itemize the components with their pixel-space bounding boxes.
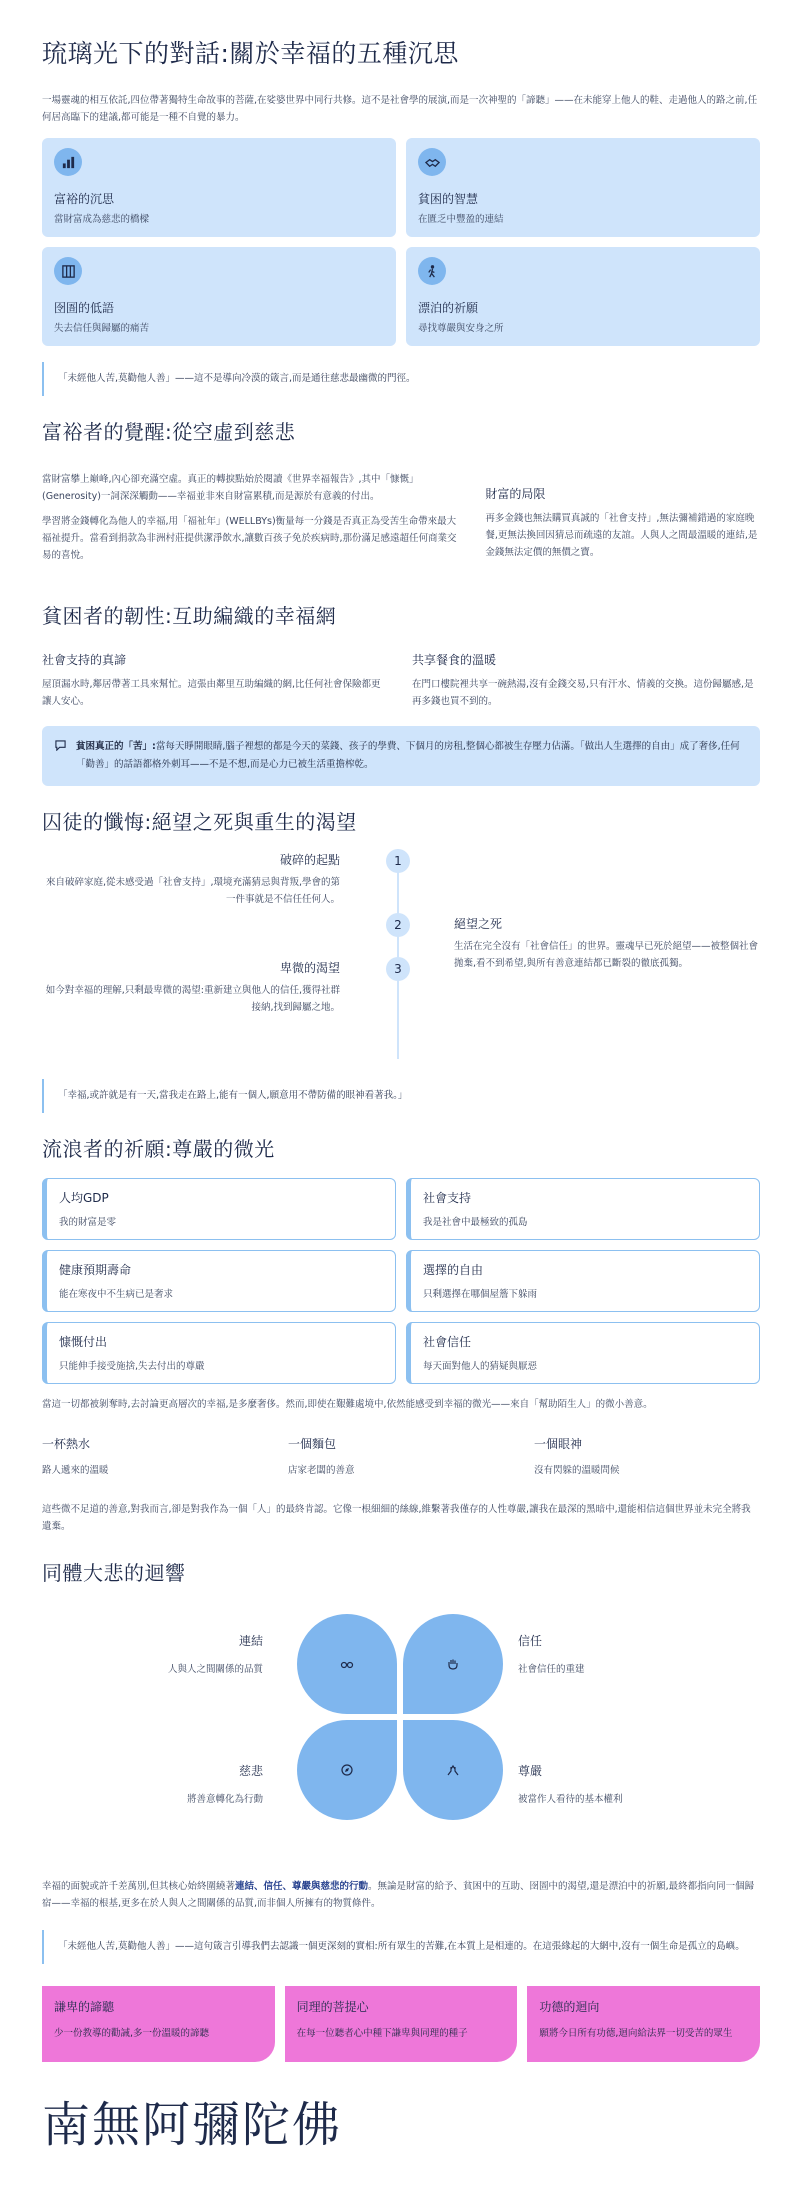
handshake-icon <box>418 148 446 176</box>
timeline-item <box>40 851 340 908</box>
clover-label-title: 連結 <box>238 1634 263 1648</box>
dimension-desc: 我是社會中最極致的孤島 <box>423 1217 528 1228</box>
vow-desc: 在每一位聽者心中種下謙卑與同理的種子 <box>296 2028 468 2039</box>
rich-side-text: 再多金錢也無法購買真誠的「社會支持」,無法彌補錯過的家庭晚餐,更無法換回因猜忌而疏遠的友誼。人與人之間最溫暖的連結,是金錢無法定價的無價之寶。 <box>485 513 758 558</box>
theme-card-wealth <box>42 138 396 237</box>
theme-card-prison <box>42 247 396 346</box>
clover-label <box>518 1762 718 1808</box>
closing-text: 南無阿彌陀佛 <box>42 2097 343 2153</box>
poor-content <box>42 651 760 710</box>
rich-content <box>42 471 760 572</box>
timeline-item-title: 破碎的起點 <box>279 853 340 867</box>
petal-connection <box>297 1614 397 1714</box>
dimension-card <box>42 1322 396 1384</box>
theme-card-wanderer <box>406 247 760 346</box>
dimension-title: 選擇的自由 <box>423 1263 484 1277</box>
vow-card <box>42 1986 275 2062</box>
kindness-item <box>534 1435 760 1479</box>
vow-title: 謙卑的諦聽 <box>54 2000 115 2014</box>
chart-icon <box>54 148 82 176</box>
rich-paragraph: 學習將金錢轉化為他人的幸福,用「福祉年」(WELLBYs)衡量每一分錢是否真正為受苦生命帶來最大福祉提升。當看到捐款為非洲村莊提供潔淨飲水,讓數百孩子免於疾病時,那份滿足感遠超任何商業交易的喜悅。 <box>42 516 457 561</box>
note-text: 當每天睜開眼睛,腦子裡想的都是今天的菜錢、孩子的學費、下個月的房租,整個心都被生存壓力佔滿。「做出人生選擇的自由」成了奢侈,任何「勸善」的話語都格外刺耳——不是不想,而是心力已被生活重擔榨乾。 <box>76 741 740 770</box>
kindness-title: 一個眼神 <box>534 1437 583 1451</box>
timeline-line <box>397 849 399 1059</box>
section-heading-poor: 貧困者的韌性:互助編織的幸福網 <box>42 604 337 628</box>
dimension-card <box>406 1178 760 1240</box>
timeline-item <box>40 959 340 1016</box>
dimension-card <box>406 1250 760 1312</box>
timeline-item-text: 如今對幸福的理解,只剩最卑微的渴望:重新建立與他人的信任,獲得社群接納,找到歸屬之地。 <box>45 985 340 1013</box>
resonance-paragraph <box>42 1878 760 1912</box>
dimension-title: 社會信任 <box>423 1335 472 1349</box>
dimension-card <box>42 1250 396 1312</box>
poor-col-text: 在門口樓院裡共享一碗熱湯,沒有金錢交易,只有汗水、情義的交換。這份歸屬感,是再多錢也買不到的。 <box>412 679 754 707</box>
dimension-title: 健康預期壽命 <box>59 1263 132 1277</box>
dimension-card <box>406 1322 760 1384</box>
theme-card-title: 貧困的智慧 <box>418 192 479 206</box>
dimension-desc: 只能伸手接受施捨,失去付出的尊嚴 <box>59 1361 205 1372</box>
dimension-desc: 能在寒夜中不生病已是奢求 <box>59 1289 174 1300</box>
petal-compassion <box>297 1720 397 1820</box>
compass-icon <box>340 1763 354 1777</box>
four-leaf-diagram <box>42 1614 760 1864</box>
vow-cards <box>42 1986 760 2062</box>
glasses-icon <box>340 1657 354 1671</box>
poor-col-title: 社會支持的真諦 <box>42 653 127 667</box>
note-bold: 貧困真正的「苦」: <box>76 741 156 752</box>
poor-col <box>42 651 390 710</box>
dimension-card <box>42 1178 396 1240</box>
timeline-step-number: 1 <box>386 849 410 873</box>
timeline-item-title: 卑微的渴望 <box>279 961 340 975</box>
clover-label-desc: 被當作人看待的基本權利 <box>518 1794 623 1805</box>
hands-icon <box>446 1763 460 1777</box>
quote-block: 「未經他人苦,莫勸他人善」——這不是導向冷漠的箴言,而是通往慈悲最幽微的門徑。 <box>42 362 760 396</box>
timeline-step-number: 2 <box>386 913 410 937</box>
timeline <box>42 839 760 1067</box>
theme-card-title: 漂泊的祈願 <box>418 301 479 315</box>
clover-label-desc: 社會信任的重建 <box>518 1664 585 1675</box>
kindness-item <box>42 1435 268 1479</box>
vow-title: 功德的迴向 <box>539 2000 600 2014</box>
resonance-text-bold: 連結、信任、尊嚴與慈悲的行動 <box>235 1881 369 1892</box>
theme-card-desc: 在匱乏中豐盈的連結 <box>418 214 504 225</box>
timeline-step-number: 3 <box>386 957 410 981</box>
wanderer-after-text: 當這一切都被剝奪時,去討論更高層次的幸福,是多麼奢侈。然而,即使在艱難處境中,依然能感受到幸福的微光——來自「幫助陌生人」的微小善意。 <box>42 1399 653 1410</box>
poverty-note-box <box>42 726 760 786</box>
dimension-desc: 我的財富是零 <box>59 1217 117 1228</box>
section-heading-rich: 富裕者的覺醒:從空虛到慈悲 <box>42 420 296 444</box>
dimension-title: 人均GDP <box>59 1191 109 1205</box>
kindness-desc: 店家老闆的善意 <box>288 1465 355 1476</box>
vow-card <box>527 1986 760 2062</box>
theme-card-title: 囹圄的低語 <box>54 301 115 315</box>
kindness-title: 一杯熱水 <box>42 1437 91 1451</box>
clover-label-title: 慈悲 <box>238 1764 263 1778</box>
resonance-text-post: 。無論是財富的給予、貧困中的互助、囹圄中的渴望,還是漂泊中的祈願,最終都指向同一個歸宿——幸福的根基,更多在於人與人之間關係的品質,而非個人所擁有的物質條件。 <box>42 1881 755 1909</box>
theme-card-grid <box>42 138 760 346</box>
vow-card <box>285 1986 518 2062</box>
kindness-list <box>42 1435 760 1479</box>
theme-card-title: 富裕的沉思 <box>54 192 115 206</box>
timeline-item-text: 來自破碎家庭,從未感受過「社會支持」,環境充滿猜忌與背叛,學會的第一件事就是不信任任何人。 <box>45 877 340 905</box>
kindness-title: 一個麵包 <box>288 1437 337 1451</box>
vow-desc: 少一份教導的勸誡,多一份溫暖的諦聽 <box>54 2028 210 2039</box>
clover-label-desc: 人與人之間關係的品質 <box>167 1664 263 1675</box>
quote-block: 「未經他人苦,莫勸他人善」——這句箴言引導我們去認識一個更深刻的實相:所有眾生的苦難,在本質上是相連的。在這張緣起的大網中,沒有一個生命是孤立的島嶼。 <box>42 1930 760 1964</box>
dimension-title: 社會支持 <box>423 1191 472 1205</box>
kindness-desc: 路人遞來的溫暖 <box>42 1465 109 1476</box>
clover-label-title: 尊嚴 <box>518 1764 543 1778</box>
vow-desc: 願將今日所有功德,迴向給法界一切受苦的眾生 <box>539 2028 733 2039</box>
resonance-text-pre: 幸福的面貌或許千差萬別,但其核心始終圍繞著 <box>42 1881 236 1892</box>
section-heading-resonance: 同體大悲的迴響 <box>42 1561 186 1585</box>
clover-label-desc: 將善意轉化為行動 <box>186 1794 263 1805</box>
speech-bubble-icon <box>55 740 66 751</box>
theme-card-poverty <box>406 138 760 237</box>
clover-label <box>63 1632 263 1678</box>
wanderer-paragraph: 這些微不足道的善意,對我而言,卻是對我作為一個「人」的最終肯認。它像一根細細的絲線,維繫著我僅存的人性尊嚴,讓我在最深的黑暗中,還能相信這個世界並未完全將我遺棄。 <box>42 1504 751 1532</box>
poor-col-text: 屋頂漏水時,鄰居帶著工具來幫忙。這張由鄰里互助編織的網,比任何社會保險都更讓人安心。 <box>42 679 381 707</box>
theme-card-desc: 失去信任與歸屬的痛苦 <box>54 323 150 334</box>
petal-dignity <box>403 1720 503 1820</box>
kindness-item <box>288 1435 514 1479</box>
dimension-desc: 只剩選擇在哪個屋簷下躲雨 <box>423 1289 538 1300</box>
theme-card-desc: 當財富成為慈悲的橋樑 <box>54 214 150 225</box>
timeline-item <box>454 915 764 972</box>
clover-label-title: 信任 <box>518 1634 543 1648</box>
petal-trust <box>403 1614 503 1714</box>
section-heading-wanderer: 流浪者的祈願:尊嚴的微光 <box>42 1137 275 1161</box>
quote-block: 「幸福,或許就是有一天,當我走在路上,能有一個人,願意用不帶防備的眼神看著我。」 <box>42 1079 760 1113</box>
hand-icon <box>446 1657 460 1671</box>
intro-text: 一場靈魂的相互依託,四位帶著獨特生命故事的菩薩,在娑婆世界中同行共修。這不是社會學的展演,而是一次神聖的「諦聽」——在未能穿上他人的鞋、走過他人的路之前,任何居高臨下的建議,都可能是一種不自覺的暴力。 <box>42 95 758 123</box>
poor-col-title: 共享餐食的溫暖 <box>412 653 497 667</box>
dimension-grid <box>42 1178 760 1384</box>
timeline-item-title: 絕望之死 <box>454 917 503 931</box>
clover-label <box>63 1762 263 1808</box>
rich-side-title: 財富的局限 <box>485 487 546 501</box>
dimension-title: 慷慨付出 <box>59 1335 108 1349</box>
dimension-desc: 每天面對他人的猜疑與厭惡 <box>423 1361 538 1372</box>
rich-side <box>485 471 760 572</box>
bars-icon <box>54 257 82 285</box>
rich-paragraph: 當財富攀上巔峰,內心卻充滿空虛。真正的轉捩點始於閱讀《世界幸福報告》,其中「慷慨」(Generosity)一詞深深觸動——幸福並非來自財富累積,而是源於有意義的付出。 <box>42 474 419 502</box>
clover-label <box>518 1632 718 1678</box>
vow-title: 同理的菩提心 <box>296 2000 369 2014</box>
kindness-desc: 沒有閃躲的溫暖問候 <box>534 1465 620 1476</box>
page-title: 琉璃光下的對話:關於幸福的五種沉思 <box>42 39 459 68</box>
theme-card-desc: 尋找尊嚴與安身之所 <box>418 323 504 334</box>
rich-main <box>42 471 459 572</box>
walker-icon <box>418 257 446 285</box>
timeline-item-text: 生活在完全沒有「社會信任」的世界。靈魂早已死於絕望——被整個社會拋棄,看不到希望,與所有善意連結都已斷裂的徹底孤獨。 <box>454 941 759 969</box>
poor-col <box>412 651 760 710</box>
section-heading-prisoner: 囚徒的懺悔:絕望之死與重生的渴望 <box>42 810 357 834</box>
